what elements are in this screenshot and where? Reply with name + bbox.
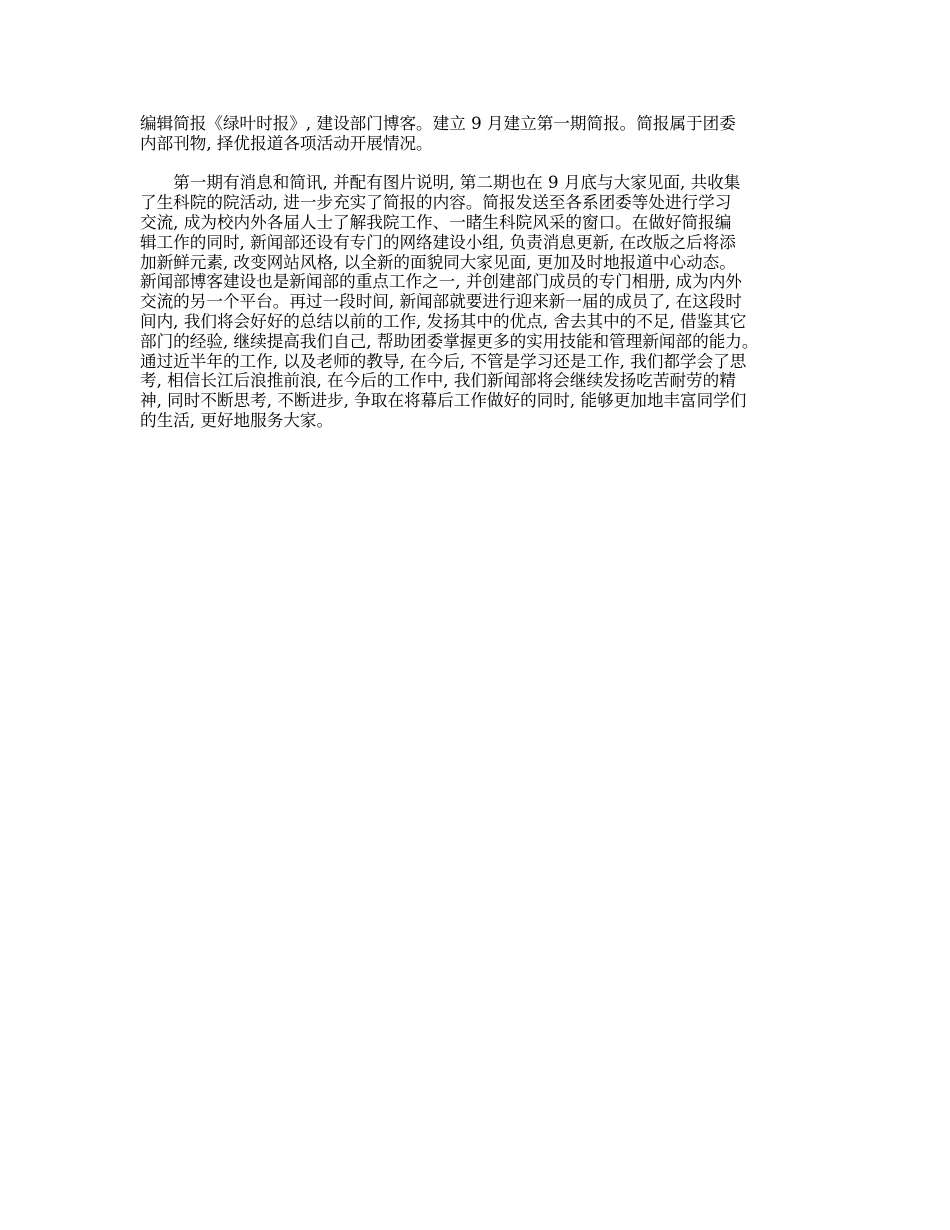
text-line: 间内, 我们将会好好的总结以前的工作, 发扬其中的优点, 舍去其中的不足, 借鉴其它 — [140, 311, 747, 331]
text-line: 交流, 成为校内外各届人士了解我院工作、一睹生科院风采的窗口。在做好简报编 — [140, 212, 732, 232]
text-line: 编辑简报《绿叶时报》, 建设部门博客。建立 9 月建立第一期简报。简报属于团委 — [140, 114, 736, 133]
paragraph-2 — [140, 173, 820, 430]
text-line: 了生科院的院活动, 进一步充实了简报的内容。简报发送至各系团委等处进行学习 — [140, 193, 732, 213]
text-line: 第一期有消息和简讯, 并配有图片说明, 第二期也在 9 月底与大家见面, 共收集 — [140, 173, 741, 193]
text-line: 加新鲜元素, 改变网站风格, 以全新的面貌同大家见面, 更加及时地报道中心动态。 — [140, 252, 736, 272]
text-line: 通过近半年的工作, 以及老师的教导, 在今后, 不管是学习还是工作, 我们都学会了思 — [140, 351, 747, 371]
text-line: 神, 同时不断思考, 不断进步, 争取在将幕后工作做好的同时, 能够更加地丰富同学们 — [140, 391, 747, 411]
paragraph-1 — [140, 114, 820, 154]
text-line: 辑工作的同时, 新闻部还设有专门的网络建设小组, 负责消息更新, 在改版之后将添 — [140, 232, 736, 252]
text-line: 新闻部博客建设也是新闻部的重点工作之一, 并创建部门成员的专门相册, 成为内外 — [140, 272, 742, 292]
text-line: 部门的经验, 继续提高我们自己, 帮助团委掌握更多的实用技能和管理新闻部的能力。 — [140, 331, 759, 351]
text-line: 考, 相信长江后浪推前浪, 在今后的工作中, 我们新闻部将会继续发扬吃苦耐劳的精 — [140, 371, 736, 391]
text-line: 交流的另一个平台。再过一段时间, 新闻部就要进行迎来新一届的成员了, 在这段时 — [140, 292, 742, 312]
document-body — [140, 114, 820, 431]
paragraph-spacer — [140, 154, 820, 174]
text-line: 内部刊物, 择优报道各项活动开展情况。 — [140, 133, 433, 153]
text-line: 的生活, 更好地服务大家。 — [140, 410, 334, 430]
